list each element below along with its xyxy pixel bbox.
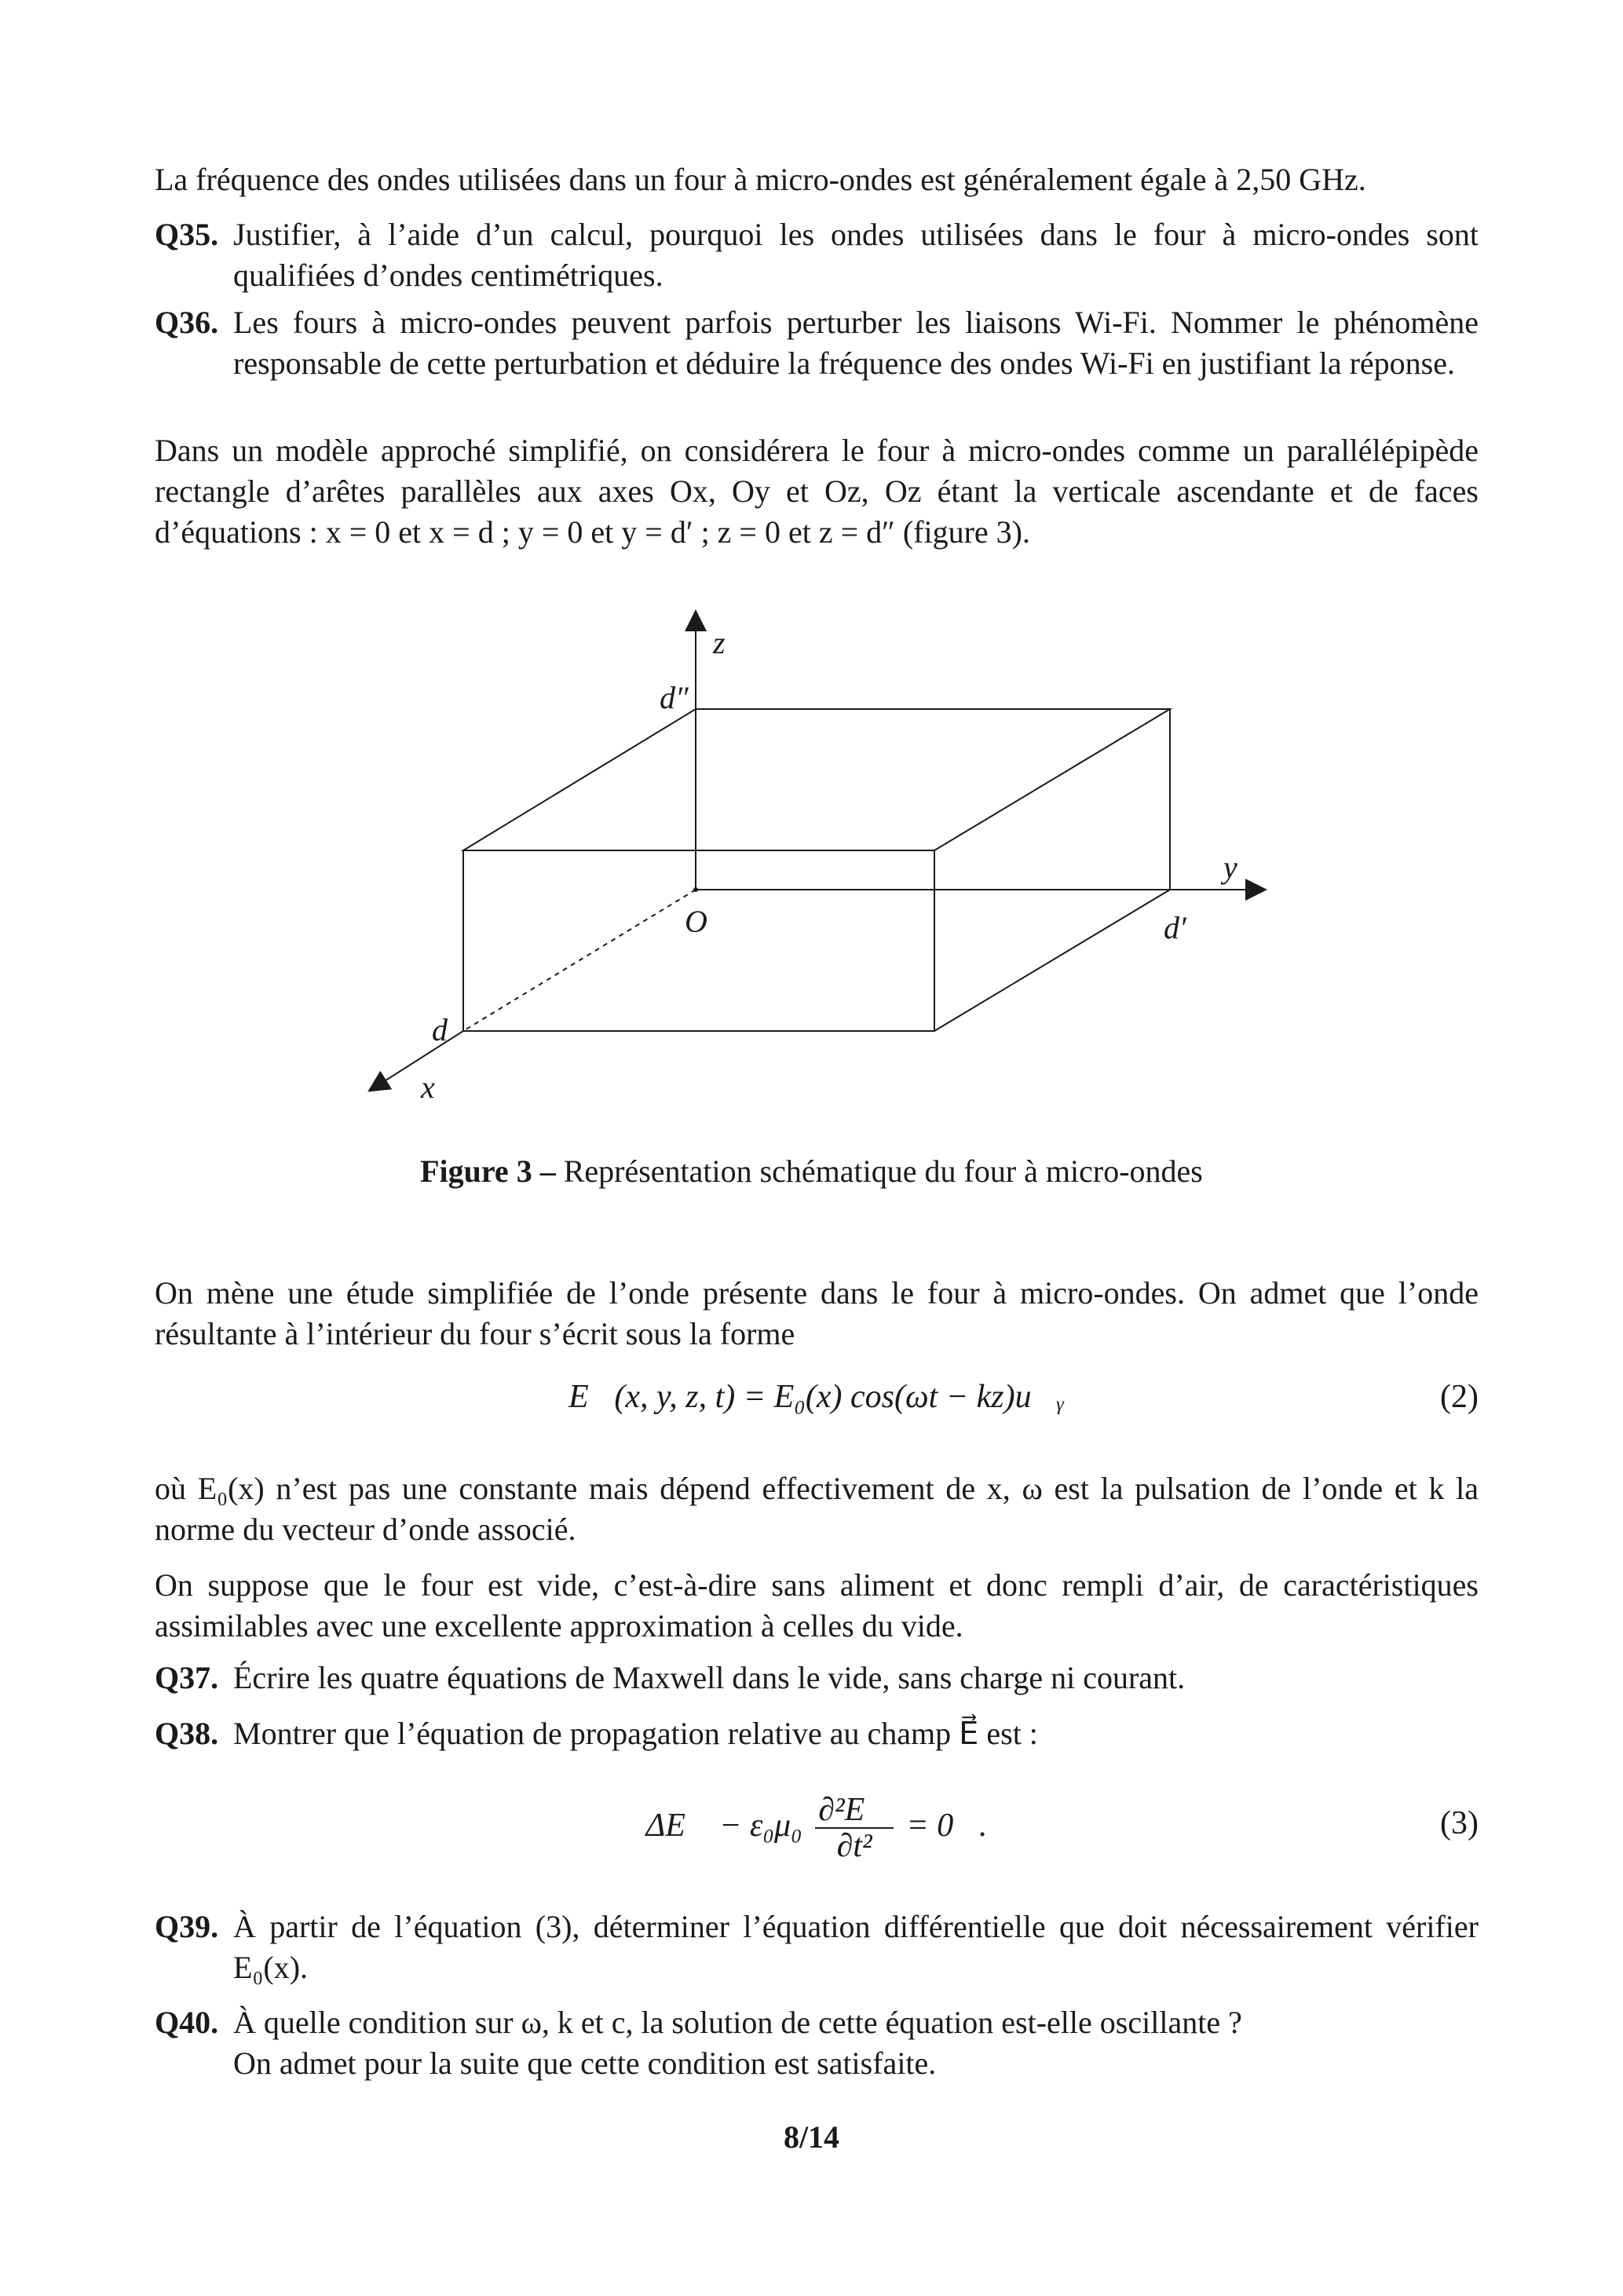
question-q38	[155, 1713, 1479, 1754]
eq3-right: = 0⃗.	[906, 1808, 988, 1844]
box-front-face	[463, 850, 934, 1031]
question-q36	[155, 302, 1479, 384]
figure-caption	[0, 1153, 1623, 1190]
equation-2	[155, 1378, 1479, 1425]
intro-paragraph: La fréquence des ondes utilisées dans un four à micro-ondes est généralement égale à 2,50 GHz.	[155, 162, 1366, 197]
question-q40	[155, 2002, 1479, 2084]
question-label: Q39.	[155, 1909, 219, 1944]
question-q37	[155, 1658, 1479, 1698]
eq3-numerator: ∂²E⃗	[815, 1793, 894, 1829]
vacuum-paragraph: On suppose que le four est vide, c’est-à-dire sans aliment et donc rempli d’air, de caractéristiques assimilables avec une excellente approximation à celles du vide.	[155, 1567, 1479, 1643]
eq3-fraction	[815, 1793, 894, 1863]
box-right-face	[934, 709, 1170, 1031]
question-q39	[155, 1907, 1479, 1988]
question-label: Q36.	[155, 305, 219, 340]
equation-number: (2)	[1440, 1379, 1479, 1415]
question-label: Q35.	[155, 217, 219, 252]
question-q35	[155, 214, 1479, 296]
O-label: O	[685, 904, 707, 939]
equation-3-body	[155, 1782, 1479, 1869]
eq3-left: ΔE⃗ − ε₀μ₀	[645, 1808, 802, 1844]
question-text: Montrer que l’équation de propagation relative au champ E⃗ est :	[233, 1716, 1038, 1751]
x-axis	[377, 1031, 463, 1086]
equation-number: (3)	[1440, 1805, 1479, 1841]
caption-label: Figure 3 –	[420, 1153, 556, 1189]
question-label: Q37.	[155, 1660, 219, 1695]
x-label: x	[421, 1069, 435, 1105]
dprime-label: d′	[1164, 910, 1186, 945]
question-followup-text: On admet pour la suite que cette condition est satisfaite.	[233, 2046, 937, 2081]
page-number: 8/14	[783, 2119, 840, 2155]
question-text: Écrire les quatre équations de Maxwell dans le vide, sans charge ni courant.	[233, 1660, 1186, 1695]
z-label: z	[713, 625, 726, 660]
question-label: Q38.	[155, 1716, 219, 1751]
question-label: Q40.	[155, 2005, 219, 2040]
box-top-face	[463, 709, 1170, 850]
model-paragraph: Dans un modèle approché simplifié, on considérera le four à micro-ondes comme un parallélépipède rectangle d’arêtes parallèles aux axes Ox, Oy et Oz, Oz étant la verticale ascendante et de faces d’équations : x = 0 et x = d ; y = 0 et y = d′ ; z = 0 et z = d″ (figure 3).	[155, 433, 1479, 550]
question-text: Justifier, à l’aide d’un calcul, pourquoi les ondes utilisées dans le four à micro-ondes sont qualifiées d’ondes centimétriques.	[233, 217, 1479, 293]
eq3-denominator: ∂t²	[836, 1828, 872, 1865]
y-label: y	[1223, 850, 1237, 885]
x-axis-dashed	[463, 890, 696, 1031]
question-text: Les fours à micro-ondes peuvent parfois perturber les liaisons Wi-Fi. Nommer le phénomène responsable de cette perturbation et déduire la fréquence des ondes Wi-Fi en justifiant la réponse.	[233, 305, 1479, 381]
study-paragraph: On mène une étude simplifiée de l’onde présente dans le four à micro-ondes. On admet que l’onde résultante à l’intérieur du four s’écrit sous la forme	[155, 1275, 1479, 1351]
question-text: À quelle condition sur ω, k et c, la solution de cette équation est-elle oscillante ?	[233, 2005, 1242, 2040]
equation-body: E⃗(x, y, z, t) = E₀(x) cos(ωt − kz)u⃗ᵧ	[568, 1379, 1065, 1415]
question-text: À partir de l’équation (3), déterminer l’équation différentielle que doit nécessairement vérifier E₀(x).	[233, 1909, 1479, 1985]
d-label: d	[432, 1012, 448, 1047]
dsecond-label: d″	[660, 680, 689, 715]
equation-3	[155, 1782, 1479, 1869]
origin-point	[693, 887, 698, 892]
caption-text: Représentation schématique du four à micro-ondes	[555, 1153, 1203, 1189]
e0-paragraph: où E₀(x) n’est pas une constante mais dépend effectivement de x, ω est la pulsation de l’onde et k la norme du vecteur d’onde associé.	[155, 1471, 1479, 1547]
figure-3-diagram	[0, 597, 1623, 1115]
